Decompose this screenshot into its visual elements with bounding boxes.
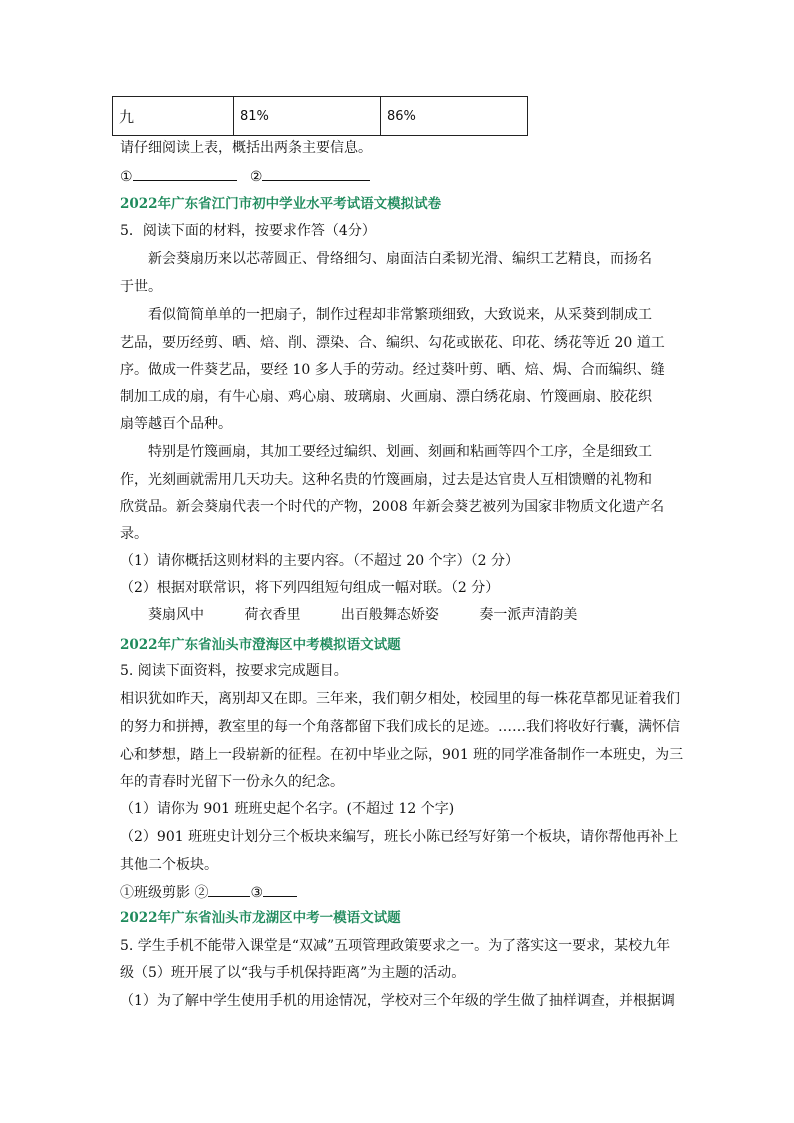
paragraph-line: 作，光刻画就需用几天功夫。这种名贵的竹篾画扇，过去是达官贵人互相馈赠的礼物和 xyxy=(120,472,652,488)
answer-blank-2[interactable] xyxy=(262,166,370,181)
paragraph-line: 制加工成的扇，有牛心扇、鸡心扇、玻璃扇、火画扇、漂白绣花扇、竹篾画扇、胶花织 xyxy=(120,389,652,405)
q4-instruction: 请仔细阅读上表，概括出两条主要信息。 xyxy=(120,140,372,156)
question-title: 5. 阅读下面资料，按要求完成题目。 xyxy=(120,663,348,679)
table-cell-value-1: 81% xyxy=(234,97,381,136)
paragraph-line: 新会葵扇历来以芯蒂圆正、骨络细匀、扇面洁白柔韧光滑、编织工艺精良，而扬名 xyxy=(148,251,652,267)
blank-label-1: ① xyxy=(120,169,133,185)
sub-question-1: （1）请你为 901 班班史起个名字。(不超过 12 个字) xyxy=(120,801,455,817)
section-answer-blanks xyxy=(120,882,680,903)
sub-question-1: （1）为了解中学生使用手机的用途情况，学校对三个年级的学生做了抽样调查，并根据调 xyxy=(120,993,675,1009)
paragraph-line: 年的青春时光留下一份永久的纪念。 xyxy=(120,774,344,790)
table-cell-grade: 九 xyxy=(113,97,234,136)
couplet-phrase: 葵扇风中 xyxy=(148,607,204,623)
paragraph-line: 扇等越百个品种。 xyxy=(120,416,232,432)
q4-answer-blanks xyxy=(120,166,680,187)
paragraph-line: 艺品，要历经剪、晒、焙、削、漂染、合、编织、勾花或嵌花、印花、绣花等近 20 道工 xyxy=(120,335,665,351)
paragraph-line: 录。 xyxy=(120,526,148,542)
couplet-phrases xyxy=(148,605,680,625)
sub-question-1: （1）请你概括这则材料的主要内容。（不超过 20 个字）（2 分） xyxy=(120,553,519,569)
sub-question-2-cont: 其他二个板块。 xyxy=(120,857,218,873)
paragraph-line: 相识犹如昨天，离别却又在即。三年来，我们朝夕相处，校园里的每一株花草都见证着我们 xyxy=(120,691,680,707)
sub-question-2: （2）901 班班史计划分三个板块来编写，班长小陈已经写好第一个板块，请你帮他再补上 xyxy=(120,829,679,845)
paragraph-line: 心和梦想，踏上一段崭新的征程。在初中毕业之际，901 班的同学准备制作一本班史，为三 xyxy=(120,747,684,763)
table-row xyxy=(113,97,528,136)
couplet-phrase: 出百般舞态娇姿 xyxy=(340,607,439,623)
paragraph-line: 特别是竹篾画扇，其加工要经过编织、划画、刻画和粘画等四个工序，全是细致工 xyxy=(148,444,652,460)
paragraph-line: 欣赏品。新会葵扇代表一个时代的产物，2008 年新会葵艺被列为国家非物质文化遗产名 xyxy=(120,499,665,515)
sub-question-2: （2）根据对联常识，将下列四组短句组成一幅对联。（2 分） xyxy=(120,580,500,596)
answer-blank-1[interactable] xyxy=(133,166,237,181)
section-heading-jiangmen: 2022年广东省江门市初中学业水平考试语文模拟试卷 xyxy=(120,196,442,212)
table-cell-value-2: 86% xyxy=(381,97,528,136)
survey-table xyxy=(112,96,528,136)
paragraph-line: 序。做成一件葵艺品，要经 10 多人手的劳动。经过葵叶剪、晒、焙、焗、合而编织、缝 xyxy=(120,362,665,378)
paragraph-line: 看似简简单单的一把扇子，制作过程却非常繁琐细致，大致说来，从采葵到制成工 xyxy=(148,307,652,323)
couplet-phrase: 奏一派声清韵美 xyxy=(479,607,578,623)
section-heading-longhu: 2022年广东省汕头市龙湖区中考一模语文试题 xyxy=(120,910,401,926)
paragraph-line: 的努力和拼搏，教室里的每一个角落都留下我们成长的足迹。……我们将收好行囊，满怀信 xyxy=(120,719,680,735)
paragraph-line: 5. 学生手机不能带入课堂是“双减”五项管理政策要求之一。为了落实这一要求，某校九年 xyxy=(120,938,671,954)
blank-label-b: ③ xyxy=(250,885,264,901)
couplet-phrase: 荷衣香里 xyxy=(244,607,301,623)
paragraph-line: 于世。 xyxy=(120,279,162,295)
answer-blank-2[interactable] xyxy=(208,882,250,897)
blank-label-a: ①班级剪影 ② xyxy=(120,885,209,901)
question-title: 5．阅读下面的材料，按要求作答（4分） xyxy=(120,223,376,239)
answer-blank-3[interactable] xyxy=(263,882,297,897)
blank-label-2: ② xyxy=(249,169,263,185)
section-heading-chenghai: 2022年广东省汕头市澄海区中考模拟语文试题 xyxy=(120,637,401,653)
paragraph-line: 级（5）班开展了以“我与手机保持距离”为主题的活动。 xyxy=(120,965,466,981)
